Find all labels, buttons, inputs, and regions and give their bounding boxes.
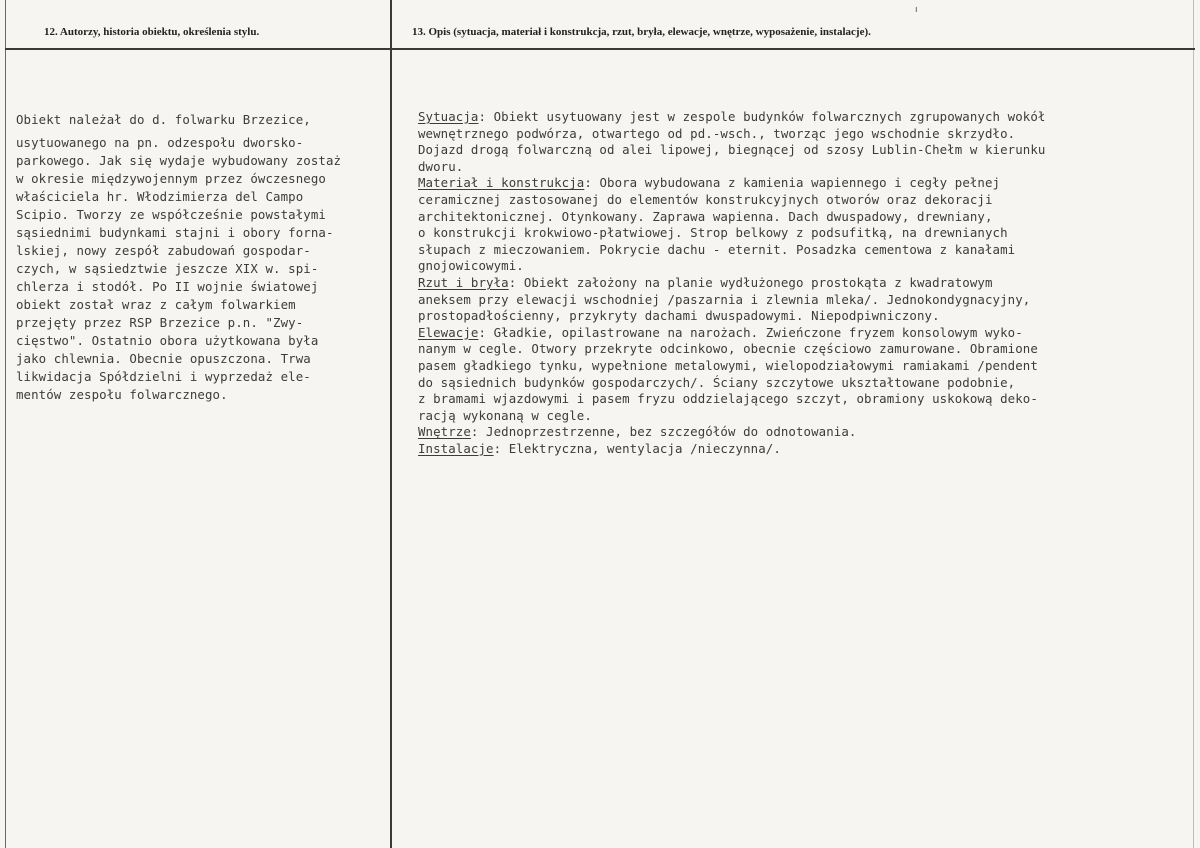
section-line [418,209,993,224]
header-rule [5,48,1195,50]
column-divider [390,0,392,848]
history-line: obiekt został wraz z całym folwarkiem [16,297,296,312]
section-text: architektonicznej. Otynkowany. Zaprawa wapienna. Dach dwuspadowy, drewniany, [418,208,993,224]
section-line-labeled [418,325,1023,340]
section-label: Rzut i bryła [418,275,509,290]
section-line [418,308,940,323]
history-line: w okresie międzywojennym przez ówczesnego [16,171,326,186]
section-line [418,341,1038,356]
section-text: aneksem przy elewacji wschodniej /paszarnia i zlewnia mleka/. Jednokondygnacyjny, [418,291,1031,307]
section-text: gnojowicowymi. [418,258,524,274]
left-border [5,0,6,848]
section-text: pasem gładkiego tynku, wypełnione metalowymi, wielopodziałowymi ramiakami /pendent [418,358,1038,373]
section-text: racją wykonaną w cegle. [418,407,592,423]
section-line-labeled [418,275,993,290]
history-line: lskiej, nowy zespół zabudowań gospodar- [16,243,311,258]
section-line-labeled [418,109,1045,124]
section-13-heading: 13. Opis (sytuacja, materiał i konstrukcja, rzut, bryła, elewacje, wnętrze, wyposażenie, instalacje). [412,26,871,38]
history-line: likwidacja Spółdzielni i wyprzedaż ele- [16,369,311,384]
section-line-labeled [418,175,1000,190]
section-line [418,142,1045,157]
section-line-labeled [418,441,781,456]
section-line [418,408,592,423]
section-line [418,242,1015,257]
section-text: z bramami wjazdowymi i pasem fryzu oddzielającego szczyt, obramiony uskokową deko- [418,391,1038,407]
section-line [418,391,1038,406]
right-border [1193,0,1194,848]
history-line: chlerza i stodół. Po II wojnie światowej [16,279,319,294]
history-line: Scipio. Tworzy ze współcześnie powstałymi [16,207,326,222]
section-label: Instalacje [418,441,494,456]
section-text: : Obora wybudowana z kamienia wapiennego i cegły pełnej [584,175,1001,191]
section-line [418,225,1008,240]
section-text: : Obiekt założony na planie wydłużonego prostokąta z kwadratowym [508,275,993,290]
history-line: właściciela hr. Włodzimierza del Campo [16,189,304,204]
section-label: Materiał i konstrukcja [418,175,585,191]
history-line: parkowego. Jak się wydaje wybudowany zostaż [16,153,342,168]
section-text: prostopadłościenny, przykryty dachami dwuspadowymi. Niepodpiwniczony. [418,308,940,324]
history-line: cięstwo". Ostatnio obora użytkowana była [16,333,319,348]
section-12-heading: 12. Autorzy, historia obiektu, określenia stylu. [44,26,260,38]
section-label: Elewacje [418,324,479,340]
section-line [418,126,1015,141]
section-line [418,358,1038,373]
history-line: mentów zespołu folwarcznego. [16,387,228,402]
history-line: jako chlewnia. Obecnie opuszczona. Trwa [16,351,311,366]
history-line: sąsiednimi budynkami stajni i obory forna- [16,225,334,240]
section-text: słupach z mieczowaniem. Pokrycie dachu - eternit. Posadzka cementowa z kanałami [418,241,1016,257]
history-line: przejęty przez RSP Brzezice p.n. "Zwy- [16,315,304,330]
section-line [418,159,463,174]
section-text: : Jednoprzestrzenne, bez szczegółów do odnotowania. [470,424,857,440]
section-text: nanym w cegle. Otwory przekryte odcinkowo, obecnie częściowo zamurowane. Obramione [418,341,1038,357]
history-line: usytuowanego na pn. odzespołu dworsko- [16,135,304,150]
section-text: o konstrukcji krokwiowo-płatwiowej. Strop belkowy z podsufitką, na drewnianych [418,225,1008,241]
section-line-labeled [418,424,856,439]
section-line [418,292,1030,307]
history-line: czych, w sąsiedztwie jeszcze XIX w. spi- [16,261,319,276]
section-label: Wnętrze [418,424,471,440]
section-label: Sytuacja [418,109,479,124]
section-text: dworu. [418,158,464,174]
section-line [418,375,1015,390]
history-line: Obiekt należał do d. folwarku Brzezice, [16,112,311,127]
section-text: wewnętrznego podwórza, otwartego od pd.-wsch., tworząc jego wschodnie skrzydło. [418,125,1016,141]
tick-mark: ı [915,4,918,14]
section-line [418,192,993,207]
section-text: : Obiekt usytuowany jest w zespole budynków folwarcznych zgrupowanych wokół [478,109,1046,124]
section-text: : Gładkie, opilastrowane na narożach. Zwieńczone fryzem konsolowym wyko- [478,324,1023,340]
section-text: Dojazd drogą folwarczną od alei lipowej, biegnącej od szosy Lublin-Chełm w kierunku [418,142,1046,158]
section-line [418,258,524,273]
section-text: : Elektryczna, wentylacja /nieczynna/. [493,441,781,456]
section-text: do sąsiednich budynków gospodarczych/. Ściany szczytowe ukształtowane podobnie, [418,374,1016,390]
section-text: ceramicznej zastosowanej do elementów konstrukcyjnych otworów oraz dekoracji [418,192,993,207]
